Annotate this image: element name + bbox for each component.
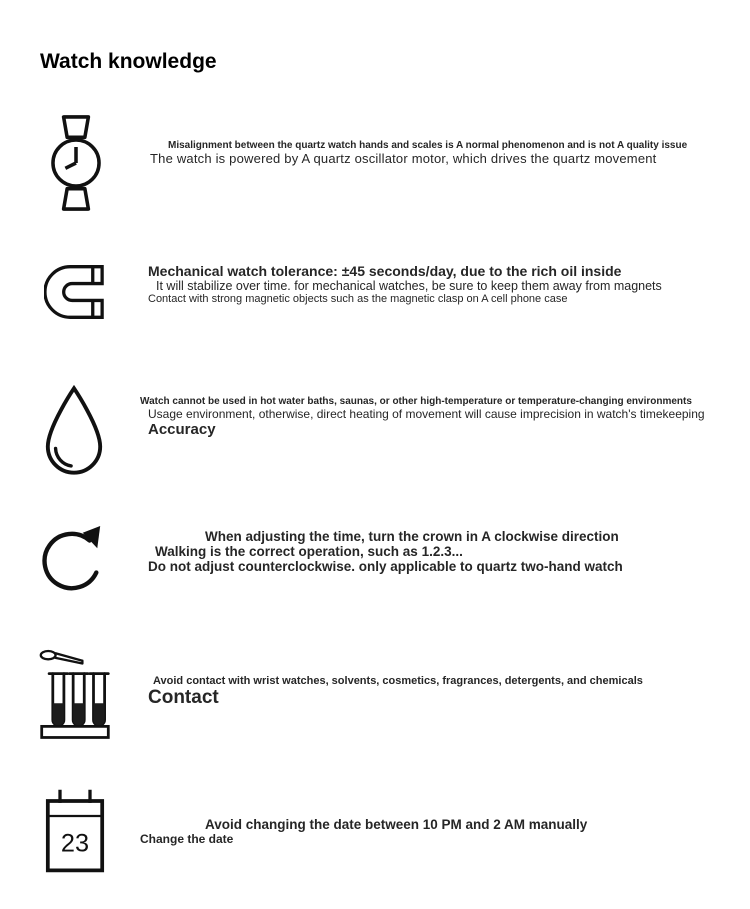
magnet-icon bbox=[44, 262, 104, 322]
text-line: Watch cannot be used in hot water baths, saunas, or other high-temperature or temperature-changing environments bbox=[140, 396, 692, 407]
text-line: Mechanical watch tolerance: ±45 seconds/day, due to the rich oil inside bbox=[148, 263, 622, 279]
section-water-text bbox=[140, 396, 705, 438]
section-magnetism-text bbox=[148, 263, 662, 305]
calendar-icon bbox=[45, 786, 105, 876]
text-line: Walking is the correct operation, such as 1.2.3... bbox=[155, 544, 463, 559]
wristwatch-icon bbox=[45, 113, 107, 213]
water-drop-icon bbox=[42, 383, 106, 479]
text-line: Change the date bbox=[140, 832, 234, 846]
rotate-clockwise-icon bbox=[42, 518, 106, 596]
section-quartz-text bbox=[148, 140, 687, 166]
text-line: Usage environment, otherwise, direct heating of movement will cause imprecision in watch's timekeeping bbox=[148, 407, 705, 421]
calendar-day-number: 23 bbox=[60, 829, 90, 858]
section-adjustment-text bbox=[148, 529, 623, 574]
text-line: When adjusting the time, turn the crown in A clockwise direction bbox=[205, 529, 619, 544]
text-line: Contact bbox=[148, 687, 219, 708]
text-line: Accuracy bbox=[148, 421, 216, 438]
section-chemicals-text bbox=[148, 675, 643, 709]
section-date-text bbox=[140, 817, 587, 846]
page-title: Watch knowledge bbox=[40, 50, 217, 74]
text-line: Avoid changing the date between 10 PM and 2 AM manually bbox=[205, 817, 588, 832]
text-line: Contact with strong magnetic objects such as the magnetic clasp on A cell phone case bbox=[148, 293, 568, 305]
text-line: Avoid contact with wrist watches, solvents, cosmetics, fragrances, detergents, and chemicals bbox=[153, 675, 643, 687]
text-line: It will stabilize over time. for mechanical watches, be sure to keep them away from magnets bbox=[156, 279, 662, 293]
chemicals-test-tubes-icon bbox=[38, 643, 112, 745]
text-line: Misalignment between the quartz watch hands and scales is A normal phenomenon and is not A quality issue bbox=[168, 140, 688, 151]
text-line: The watch is powered by A quartz oscillator motor, which drives the quartz movement bbox=[150, 151, 657, 166]
text-line: Do not adjust counterclockwise. only applicable to quartz two-hand watch bbox=[148, 559, 623, 574]
